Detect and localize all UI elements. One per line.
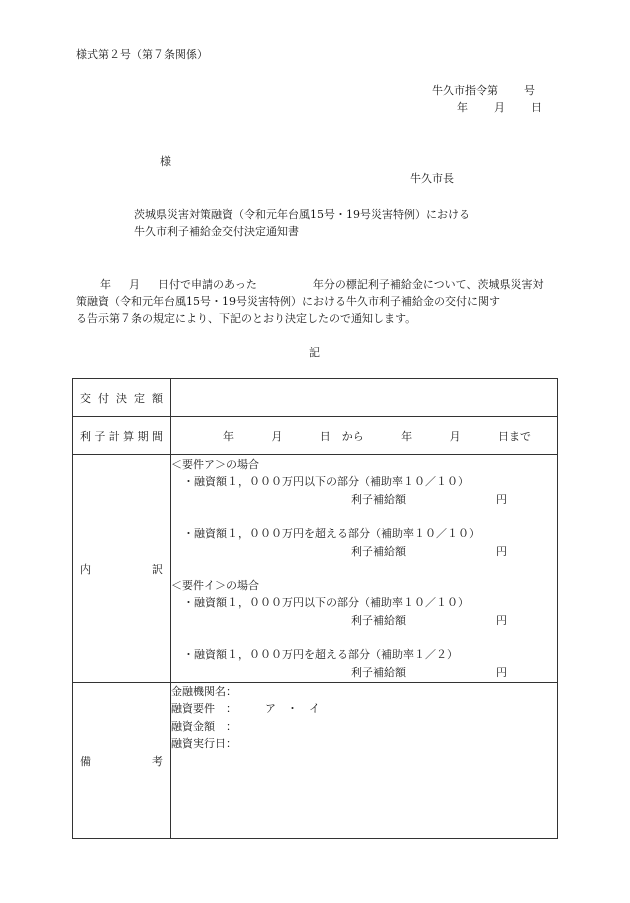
decision-amount-label	[73, 379, 171, 417]
label-char: 決	[116, 391, 127, 405]
subsidy-label: 利子補給額	[351, 665, 406, 679]
period-to-day: 日まで	[497, 429, 531, 443]
notes-value	[171, 683, 558, 839]
document-title-line2: 牛久市利子補給金交付決定通知書	[134, 225, 299, 238]
period-label	[73, 417, 171, 455]
issue-date	[457, 101, 542, 115]
label-char: 利	[80, 429, 91, 443]
body-line-3: る告示第７条の規定により、下記のとおり決定したので通知します。	[76, 312, 417, 325]
case-i-item2: ・融資額１，０００万円を超える部分（補助率１／２）	[183, 648, 458, 662]
case-i-heading: ＜要件イ＞の場合	[171, 579, 259, 593]
reference-prefix: 牛久市指令第	[432, 84, 498, 97]
date-year: 年	[457, 101, 468, 114]
yen-unit: 円	[496, 492, 507, 506]
label-char: 内	[80, 562, 91, 576]
case-i-item2-subsidy	[171, 664, 557, 681]
decision-amount-row	[73, 379, 558, 417]
label-char: 子	[94, 429, 106, 443]
period-to-year: 年	[401, 429, 413, 443]
form-label: 様式第２号（第７条関係）	[76, 48, 208, 61]
notes-row	[73, 683, 558, 839]
case-a-item1-subsidy	[171, 491, 557, 508]
period-value	[171, 417, 558, 455]
case-a-item2-subsidy	[171, 543, 557, 560]
case-a-heading: ＜要件ア＞の場合	[171, 458, 259, 472]
period-row	[73, 417, 558, 455]
yen-unit: 円	[496, 665, 507, 679]
period-from-year: 年	[223, 429, 234, 443]
decision-amount-value	[171, 379, 558, 417]
subsidy-label: 利子補給額	[351, 613, 406, 627]
date-month: 月	[494, 101, 505, 114]
case-a-item2: ・融資額１，０００万円を超える部分（補助率１０／１０）	[183, 527, 480, 541]
label-char: 交	[80, 391, 91, 405]
issuer: 牛久市長	[410, 172, 454, 185]
label-char: 付	[98, 391, 109, 405]
case-i-item1-subsidy	[171, 612, 557, 629]
body-text	[76, 276, 556, 327]
loan-amount-field: 融資金額 ：	[171, 719, 237, 733]
notes-label	[73, 683, 171, 839]
label-char: 計	[108, 429, 120, 443]
label-char: 定	[134, 391, 145, 405]
body-line-2: 策融資（令和元年台風15号・19号災害特例）における牛久市利子補給金の交付に関す	[76, 295, 500, 308]
loan-execution-date-field: 融資実行日：	[171, 736, 237, 750]
addressee-honorific: 様	[160, 155, 171, 168]
label-char: 訳	[152, 562, 163, 576]
body-year: 年	[100, 278, 111, 291]
case-a-item1: ・融資額１，０００万円以下の部分（補助率１０／１０）	[183, 475, 469, 489]
decision-table	[72, 378, 558, 839]
body-line-1	[76, 276, 556, 293]
subsidy-label: 利子補給額	[351, 544, 406, 558]
reference-number	[432, 84, 535, 98]
label-char: 算	[123, 429, 135, 443]
period-from-day: 日 から	[319, 429, 364, 443]
label-char: 額	[152, 391, 163, 405]
body-line1-rest: 年分の標記利子補給金について、茨城県災害対	[312, 278, 544, 291]
loan-requirement-label: 融資要件 ：	[171, 702, 237, 716]
label-char: 備	[80, 754, 91, 768]
period-to-month: 月	[449, 429, 461, 443]
body-applied: 日付で申請のあった	[158, 278, 257, 291]
loan-requirement-field	[171, 700, 557, 717]
label-char: 期	[137, 429, 149, 443]
case-i-item1: ・融資額１，０００万円以下の部分（補助率１０／１０）	[183, 596, 469, 610]
yen-unit: 円	[496, 613, 507, 627]
subsidy-label: 利子補給額	[351, 492, 406, 506]
document-title-line1: 茨城県災害対策融資（令和元年台風15号・19号災害特例）における	[134, 208, 470, 221]
date-day: 日	[531, 101, 542, 114]
loan-requirement-values: ア ・ イ	[265, 702, 320, 716]
breakdown-label	[73, 455, 171, 683]
reference-suffix: 号	[524, 84, 535, 97]
period-from-month: 月	[271, 429, 283, 443]
ki-heading: 記	[309, 346, 320, 359]
label-char: 考	[152, 754, 163, 768]
yen-unit: 円	[496, 544, 507, 558]
breakdown-value	[171, 455, 558, 683]
label-char: 間	[151, 429, 163, 443]
bank-name-field: 金融機関名：	[171, 685, 237, 698]
breakdown-row	[73, 455, 558, 683]
body-month: 月	[129, 278, 140, 291]
